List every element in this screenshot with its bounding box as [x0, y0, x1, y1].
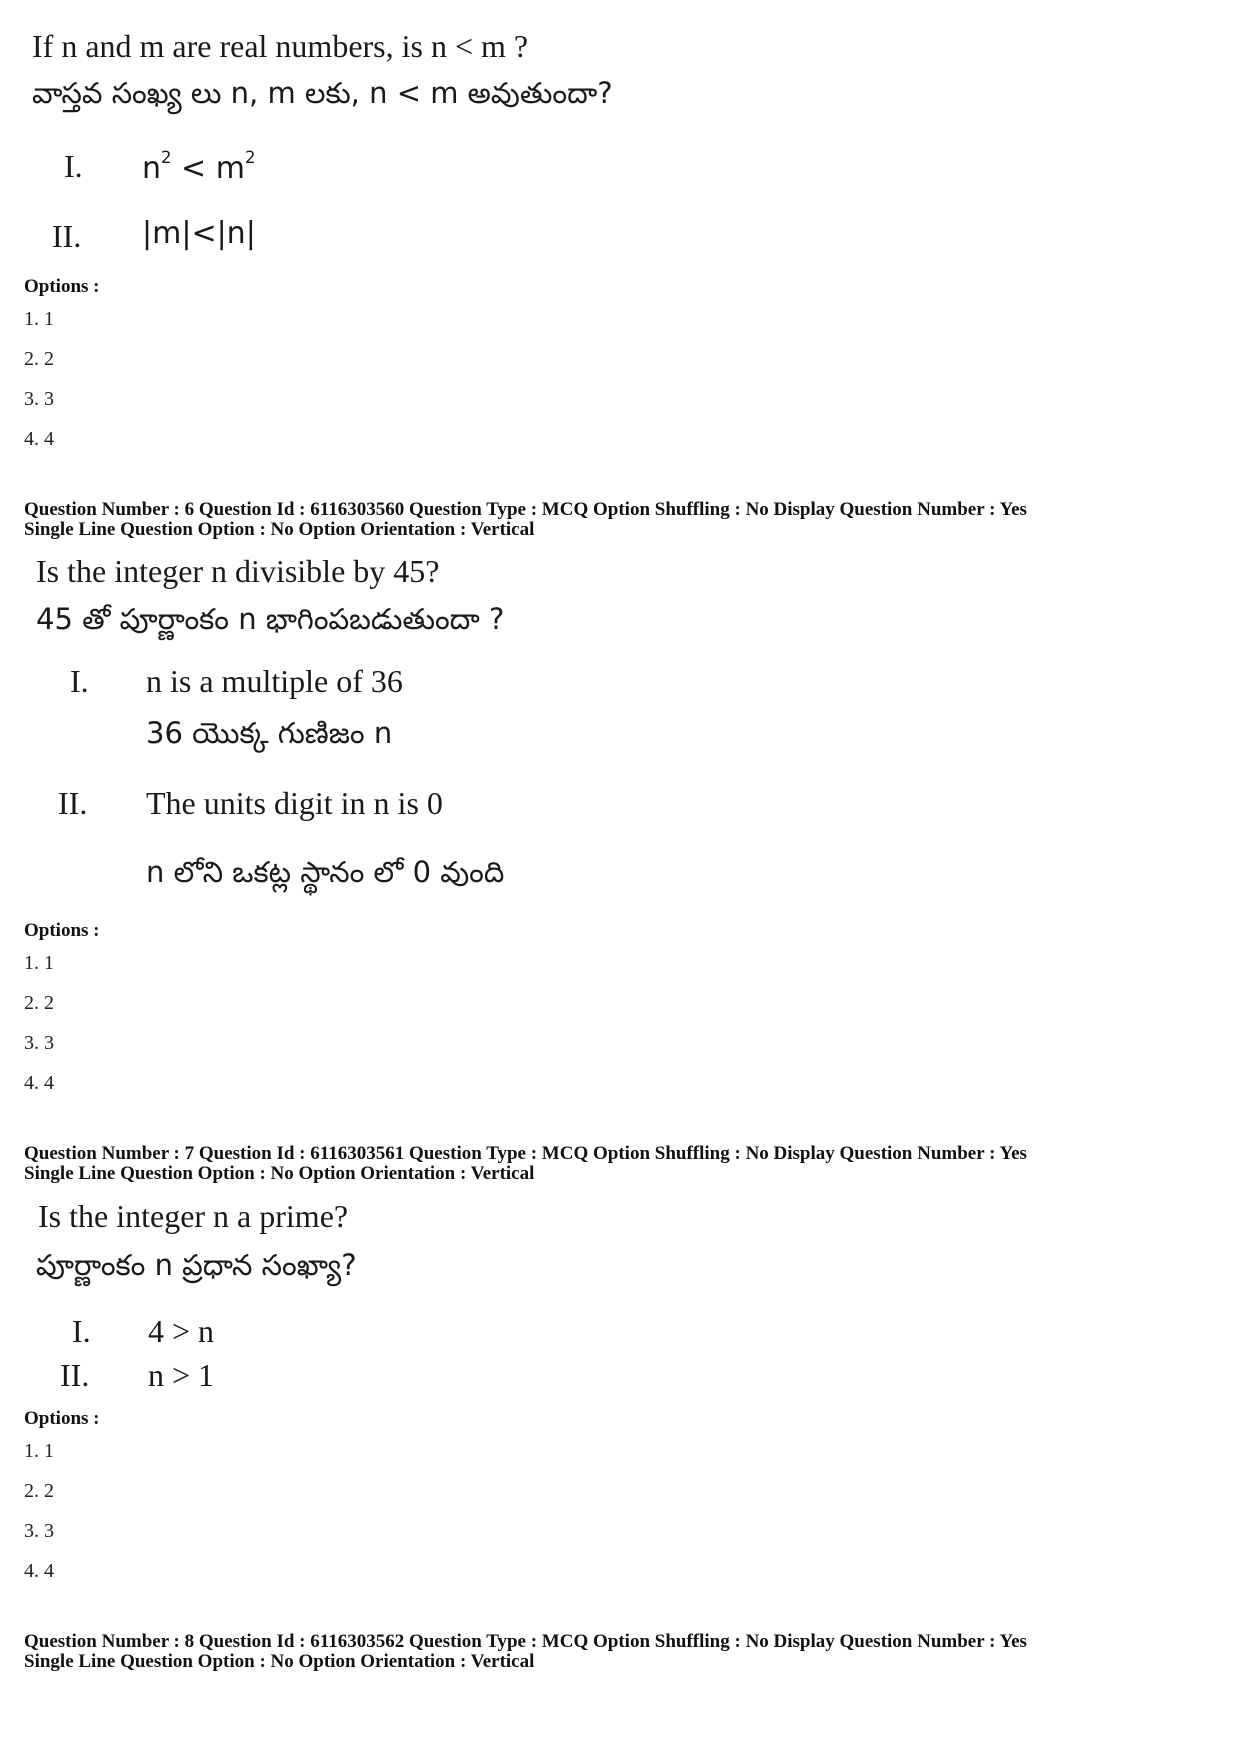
q6-option-3[interactable]: 3. 3 — [24, 1032, 54, 1054]
q5-statement-2-numeral: II. — [52, 218, 82, 254]
q7-statement-2-text: n > 1 — [148, 1357, 215, 1393]
q6-option-4[interactable]: 4. 4 — [24, 1072, 54, 1094]
q5-s1-base-b: m — [215, 150, 245, 186]
q7-meta-line-2: Single Line Question Option : No Option Orientation : Vertical — [24, 1163, 535, 1184]
q7-options-label: Options : — [24, 1408, 100, 1429]
q5-statement-2-text: |m|<|n| — [142, 216, 256, 251]
q6-statement-1-numeral: I. — [70, 663, 89, 699]
q5-option-1[interactable]: 1. 1 — [24, 308, 54, 330]
q7-statement-2-numeral: II. — [60, 1357, 90, 1393]
q7-prompt-english: Is the integer n a prime? — [38, 1198, 349, 1234]
q5-s1-base-a: n — [142, 150, 162, 186]
q7-statement-1-text: 4 > n — [148, 1313, 215, 1349]
q6-meta-line-2: Single Line Question Option : No Option Orientation : Vertical — [24, 519, 535, 540]
q7-option-1[interactable]: 1. 1 — [24, 1440, 54, 1462]
q6-prompt-telugu: 45 తో పూర్ణాంకం n భాగింపబడుతుందా ? — [36, 602, 505, 636]
q6-statement-2-numeral: II. — [58, 785, 88, 821]
q6-statement-1-telugu: 36 యొక్క గుణిజం n — [146, 716, 393, 750]
q7-prompt-telugu: పూర్ణాంకం n ప్రధాన సంఖ్యా? — [36, 1248, 357, 1282]
q7-option-4[interactable]: 4. 4 — [24, 1560, 54, 1582]
q5-option-2[interactable]: 2. 2 — [24, 348, 54, 370]
q7-statement-1-numeral: I. — [72, 1313, 91, 1349]
q5-statement-1-numeral: I. — [64, 148, 83, 184]
q5-s1-exp-a: 2 — [161, 148, 172, 167]
q8-meta-line-2: Single Line Question Option : No Option Orientation : Vertical — [24, 1651, 535, 1672]
q5-statement-1-expression — [142, 148, 255, 186]
q5-prompt-telugu: వాస్తవ సంఖ్య లు n, m లకు, n < m అవుతుందా? — [32, 76, 613, 110]
q7-option-3[interactable]: 3. 3 — [24, 1520, 54, 1542]
q6-options-label: Options : — [24, 920, 100, 941]
q6-option-2[interactable]: 2. 2 — [24, 992, 54, 1014]
q5-option-4[interactable]: 4. 4 — [24, 428, 54, 450]
q6-statement-2-english: The units digit in n is 0 — [146, 785, 443, 821]
q6-meta-line-1: Question Number : 6 Question Id : 6116303560 Question Type : MCQ Option Shuffling : No Display Question Number : Yes — [24, 499, 1027, 520]
q5-prompt-english: If n and m are real numbers, is n < m ? — [32, 28, 529, 64]
q6-option-1[interactable]: 1. 1 — [24, 952, 54, 974]
q6-prompt-english: Is the integer n divisible by 45? — [36, 553, 440, 589]
q6-statement-2-telugu: n లోని ఒకట్ల స్థానం లో 0 వుంది — [146, 855, 505, 889]
q5-s1-operator: < — [171, 150, 216, 186]
q5-option-3[interactable]: 3. 3 — [24, 388, 54, 410]
q7-meta-line-1: Question Number : 7 Question Id : 6116303561 Question Type : MCQ Option Shuffling : No Display Question Number : Yes — [24, 1143, 1027, 1164]
q8-meta-line-1: Question Number : 8 Question Id : 6116303562 Question Type : MCQ Option Shuffling : No Display Question Number : Yes — [24, 1631, 1027, 1652]
q7-option-2[interactable]: 2. 2 — [24, 1480, 54, 1502]
q5-options-label: Options : — [24, 276, 100, 297]
q5-s1-exp-b: 2 — [244, 148, 256, 167]
q6-statement-1-english: n is a multiple of 36 — [146, 663, 403, 699]
